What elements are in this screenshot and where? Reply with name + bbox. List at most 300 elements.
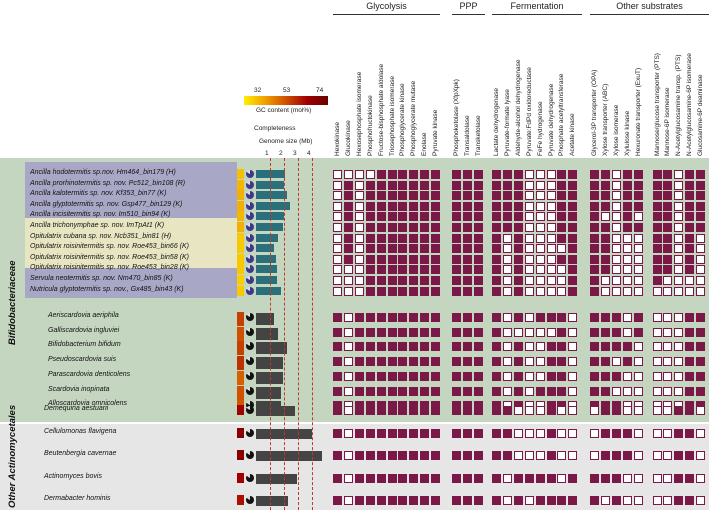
presence-cell — [536, 287, 545, 296]
presence-cell — [653, 342, 662, 351]
presence-cell — [547, 313, 556, 322]
taxon-label: Parascardovia denticolens — [48, 370, 131, 378]
completeness-icon — [246, 223, 254, 231]
enzyme-label: Glucosamine-6P deaminase — [697, 74, 705, 156]
genome-size-bar — [256, 234, 278, 242]
presence-cell — [355, 223, 364, 232]
presence-cell — [674, 234, 683, 243]
presence-cell — [674, 181, 683, 190]
presence-cell — [492, 202, 501, 211]
presence-cell — [388, 276, 397, 285]
presence-cell — [663, 181, 672, 190]
presence-cell — [344, 212, 353, 221]
presence-cell — [547, 287, 556, 296]
presence-cell — [623, 191, 632, 200]
presence-cell — [612, 212, 621, 221]
presence-cell — [557, 451, 566, 460]
presence-cell — [409, 328, 418, 337]
presence-cell — [398, 212, 407, 221]
presence-cell — [674, 276, 683, 285]
presence-cell — [547, 328, 556, 337]
presence-cell — [344, 170, 353, 179]
presence-cell — [366, 287, 375, 296]
enzyme-label: Phosphoketolase (XfpXpk) — [453, 79, 460, 156]
presence-cell — [634, 181, 643, 190]
presence-cell — [663, 223, 672, 232]
presence-cell — [663, 244, 672, 253]
presence-cell — [525, 328, 534, 337]
presence-cell — [503, 328, 512, 337]
presence-cell — [492, 212, 501, 221]
presence-cell — [663, 474, 672, 483]
presence-cell — [344, 202, 353, 211]
presence-cell — [409, 451, 418, 460]
presence-cell — [601, 429, 610, 438]
presence-cell — [547, 170, 556, 179]
presence-cell — [674, 265, 683, 274]
presence-cell — [685, 244, 694, 253]
completeness-icon — [246, 387, 254, 395]
presence-cell — [634, 276, 643, 285]
enzyme-label: Acetate kinase — [569, 113, 577, 156]
presence-cell — [398, 342, 407, 351]
presence-cell — [420, 170, 429, 179]
presence-cell — [612, 265, 621, 274]
presence-cell — [674, 342, 683, 351]
presence-cell — [344, 223, 353, 232]
presence-cell — [514, 265, 523, 274]
presence-cell — [696, 255, 705, 264]
presence-cell — [601, 244, 610, 253]
presence-cell — [653, 451, 662, 460]
presence-cell — [674, 202, 683, 211]
presence-cell — [452, 244, 461, 253]
presence-cell — [653, 372, 662, 381]
presence-cell — [590, 357, 599, 366]
presence-cell — [503, 191, 512, 200]
presence-cell — [685, 429, 694, 438]
presence-cell — [463, 451, 472, 460]
presence-cell — [685, 357, 694, 366]
presence-cell — [333, 202, 342, 211]
presence-cell — [590, 265, 599, 274]
presence-cell — [685, 276, 694, 285]
gc-swatch — [237, 190, 244, 200]
presence-cell — [696, 170, 705, 179]
presence-cell — [420, 474, 429, 483]
presence-cell — [557, 328, 566, 337]
presence-cell — [590, 451, 599, 460]
presence-cell — [398, 406, 407, 415]
presence-cell — [547, 357, 556, 366]
presence-cell — [590, 170, 599, 179]
presence-cell — [557, 212, 566, 221]
presence-cell — [398, 234, 407, 243]
genome-size-bar — [256, 342, 287, 354]
presence-cell — [612, 202, 621, 211]
presence-cell — [366, 181, 375, 190]
presence-cell — [431, 372, 440, 381]
presence-cell — [696, 202, 705, 211]
presence-cell — [431, 429, 440, 438]
presence-cell — [557, 234, 566, 243]
presence-cell — [333, 191, 342, 200]
presence-cell — [366, 357, 375, 366]
presence-cell — [601, 223, 610, 232]
presence-cell — [557, 244, 566, 253]
presence-cell — [557, 223, 566, 232]
presence-cell — [409, 429, 418, 438]
presence-cell — [398, 474, 407, 483]
presence-cell — [623, 265, 632, 274]
presence-cell — [503, 212, 512, 221]
presence-cell — [590, 234, 599, 243]
presence-cell — [355, 342, 364, 351]
presence-cell — [377, 244, 386, 253]
presence-cell — [492, 474, 501, 483]
presence-cell — [420, 181, 429, 190]
presence-cell — [634, 451, 643, 460]
completeness-icon — [246, 451, 254, 459]
presence-cell — [653, 244, 662, 253]
presence-cell — [525, 429, 534, 438]
presence-cell — [653, 357, 662, 366]
presence-cell — [568, 234, 577, 243]
presence-cell — [685, 191, 694, 200]
presence-cell — [612, 244, 621, 253]
presence-cell — [653, 255, 662, 264]
presence-cell — [634, 223, 643, 232]
enzyme-label: Phosphofructokinase — [366, 95, 374, 156]
presence-cell — [366, 406, 375, 415]
gc-swatch — [237, 327, 244, 341]
gc-swatch — [237, 286, 244, 296]
presence-cell — [568, 474, 577, 483]
presence-cell — [452, 451, 461, 460]
presence-cell — [388, 255, 397, 264]
presence-cell — [355, 313, 364, 322]
presence-cell — [536, 387, 545, 396]
presence-cell — [463, 406, 472, 415]
presence-cell — [377, 357, 386, 366]
presence-cell — [409, 372, 418, 381]
presence-cell — [388, 328, 397, 337]
enzyme-label: Hexokinase — [334, 122, 341, 156]
presence-cell — [514, 255, 523, 264]
presence-cell — [333, 474, 342, 483]
gc-swatch — [237, 254, 244, 264]
taxon-label: Ancilla prorhinotermitis sp. nov. Pc512_bin108 (R) — [30, 179, 186, 187]
presence-cell — [696, 191, 705, 200]
presence-cell — [344, 474, 353, 483]
presence-cell — [409, 234, 418, 243]
presence-cell — [568, 202, 577, 211]
presence-cell — [366, 276, 375, 285]
presence-cell — [590, 181, 599, 190]
enzyme-label: Mannose-6P isomerase — [664, 87, 672, 156]
presence-cell — [674, 223, 683, 232]
presence-cell — [590, 287, 599, 296]
presence-cell — [420, 387, 429, 396]
gc-swatch — [237, 386, 244, 400]
presence-cell — [634, 265, 643, 274]
presence-cell — [557, 496, 566, 505]
presence-cell — [409, 313, 418, 322]
presence-cell — [590, 202, 599, 211]
presence-cell — [634, 496, 643, 505]
presence-cell — [663, 234, 672, 243]
presence-cell — [514, 212, 523, 221]
presence-cell — [366, 265, 375, 274]
presence-cell — [696, 212, 705, 221]
presence-cell — [590, 244, 599, 253]
presence-cell — [557, 342, 566, 351]
presence-cell — [420, 234, 429, 243]
presence-cell — [557, 265, 566, 274]
enzyme-label: Glycerol-3P transporter (OPA) — [591, 69, 598, 156]
presence-cell — [503, 387, 512, 396]
presence-cell — [612, 191, 621, 200]
taxon-label: Alloscardovia omnicolens — [48, 400, 127, 408]
presence-cell — [333, 328, 342, 337]
gc-swatch — [237, 169, 244, 179]
enzyme-label: Triosephosphate isomerase — [388, 76, 396, 156]
enzyme-label: Phosphate acetyltransferase — [558, 73, 566, 156]
enzyme-label: Mannose/glucose transporter (PTS) — [653, 53, 661, 156]
presence-cell — [474, 170, 483, 179]
presence-cell — [377, 265, 386, 274]
presence-cell — [634, 372, 643, 381]
presence-cell — [612, 287, 621, 296]
presence-cell — [623, 202, 632, 211]
presence-cell — [568, 451, 577, 460]
presence-cell — [366, 255, 375, 264]
presence-cell — [503, 265, 512, 274]
presence-cell — [634, 170, 643, 179]
presence-cell — [663, 276, 672, 285]
presence-cell — [366, 234, 375, 243]
presence-cell — [547, 212, 556, 221]
presence-cell — [525, 212, 534, 221]
presence-cell — [623, 372, 632, 381]
presence-cell — [601, 342, 610, 351]
presence-cell — [474, 234, 483, 243]
presence-cell — [514, 328, 523, 337]
presence-cell — [601, 313, 610, 322]
gc-swatch — [237, 233, 244, 243]
presence-cell — [623, 181, 632, 190]
presence-cell — [377, 191, 386, 200]
presence-cell — [623, 474, 632, 483]
presence-cell — [492, 313, 501, 322]
presence-cell — [663, 191, 672, 200]
presence-cell — [536, 265, 545, 274]
presence-cell — [474, 429, 483, 438]
completeness-icon — [246, 372, 254, 380]
presence-cell — [431, 244, 440, 253]
presence-cell — [366, 202, 375, 211]
presence-cell — [431, 406, 440, 415]
presence-cell — [674, 496, 683, 505]
presence-cell — [590, 313, 599, 322]
presence-cell — [388, 451, 397, 460]
taxon-label: Opitulatrix roisinitermitis sp. nov. Roe453_bin66 (K) — [30, 243, 189, 251]
presence-cell — [663, 372, 672, 381]
presence-cell — [547, 342, 556, 351]
presence-cell — [474, 357, 483, 366]
presence-cell — [366, 474, 375, 483]
presence-cell — [612, 474, 621, 483]
presence-cell — [634, 429, 643, 438]
presence-cell — [547, 474, 556, 483]
presence-cell — [623, 287, 632, 296]
presence-cell — [474, 244, 483, 253]
side-label-actino: Other Actinomycetales — [7, 404, 18, 508]
presence-cell — [514, 342, 523, 351]
completeness-icon — [246, 313, 254, 321]
group-rule-1 — [452, 14, 485, 15]
presence-cell — [674, 357, 683, 366]
presence-cell — [431, 212, 440, 221]
presence-cell — [601, 265, 610, 274]
presence-cell — [344, 234, 353, 243]
gc-swatch — [237, 312, 244, 326]
presence-cell — [344, 244, 353, 253]
presence-cell — [601, 212, 610, 221]
presence-cell — [420, 357, 429, 366]
gc-scale-title: GC content (mol%) — [256, 107, 312, 114]
presence-cell — [536, 313, 545, 322]
presence-cell — [388, 170, 397, 179]
gc-swatch — [237, 428, 244, 438]
presence-cell — [653, 234, 662, 243]
presence-cell — [590, 255, 599, 264]
presence-cell — [355, 406, 364, 415]
presence-cell — [601, 191, 610, 200]
presence-cell — [377, 429, 386, 438]
presence-cell — [612, 387, 621, 396]
presence-cell — [634, 255, 643, 264]
presence-cell — [514, 451, 523, 460]
presence-cell — [431, 202, 440, 211]
presence-cell — [612, 357, 621, 366]
presence-cell — [674, 429, 683, 438]
presence-cell — [674, 191, 683, 200]
presence-cell — [355, 244, 364, 253]
presence-cell — [634, 287, 643, 296]
presence-cell — [612, 342, 621, 351]
presence-cell — [547, 202, 556, 211]
presence-cell — [514, 276, 523, 285]
presence-cell — [590, 387, 599, 396]
presence-cell — [409, 496, 418, 505]
presence-cell — [492, 287, 501, 296]
presence-cell — [377, 387, 386, 396]
presence-cell — [514, 234, 523, 243]
completeness-icon — [246, 202, 254, 210]
presence-cell — [547, 451, 556, 460]
presence-cell — [525, 170, 534, 179]
presence-cell — [344, 406, 353, 415]
presence-cell — [492, 387, 501, 396]
presence-cell — [634, 357, 643, 366]
presence-cell — [536, 223, 545, 232]
presence-cell — [623, 255, 632, 264]
presence-cell — [568, 191, 577, 200]
presence-cell — [463, 223, 472, 232]
presence-cell — [536, 342, 545, 351]
gc-color-bar — [244, 96, 328, 105]
genome-gridline — [270, 158, 271, 510]
presence-cell — [536, 372, 545, 381]
presence-cell — [366, 170, 375, 179]
presence-cell — [525, 191, 534, 200]
presence-cell — [344, 429, 353, 438]
gc-swatch — [237, 243, 244, 253]
presence-cell — [355, 357, 364, 366]
presence-cell — [366, 451, 375, 460]
presence-cell — [474, 181, 483, 190]
genome-gridline — [284, 158, 285, 510]
presence-cell — [355, 202, 364, 211]
presence-cell — [344, 357, 353, 366]
presence-cell — [557, 313, 566, 322]
presence-cell — [536, 234, 545, 243]
presence-cell — [623, 451, 632, 460]
presence-cell — [474, 328, 483, 337]
gc-tick-low: 32 — [254, 87, 262, 94]
presence-cell — [474, 202, 483, 211]
presence-cell — [547, 276, 556, 285]
genome-tick-2: 2 — [279, 150, 283, 157]
presence-cell — [514, 181, 523, 190]
presence-cell — [344, 276, 353, 285]
presence-cell — [398, 170, 407, 179]
presence-cell — [663, 170, 672, 179]
presence-cell — [685, 181, 694, 190]
presence-cell — [366, 496, 375, 505]
presence-cell — [634, 191, 643, 200]
presence-cell — [463, 212, 472, 221]
side-label-bifido: Bifidobacteriaceae — [7, 260, 18, 345]
presence-cell — [696, 265, 705, 274]
enzyme-label: Xylose isomerase — [612, 104, 620, 156]
enzyme-label: Hexosephosphate isomerase — [355, 71, 363, 156]
presence-cell — [492, 181, 501, 190]
presence-cell — [536, 406, 545, 415]
presence-cell — [431, 496, 440, 505]
presence-cell — [409, 244, 418, 253]
enzyme-label: Pyruvate:FdPd oxidoreductase — [525, 67, 533, 156]
presence-cell — [388, 387, 397, 396]
presence-cell — [420, 451, 429, 460]
presence-cell — [568, 255, 577, 264]
presence-cell — [474, 255, 483, 264]
presence-cell — [366, 212, 375, 221]
presence-cell — [601, 496, 610, 505]
presence-cell — [663, 342, 672, 351]
presence-cell — [377, 287, 386, 296]
presence-cell — [601, 387, 610, 396]
presence-cell — [536, 276, 545, 285]
presence-cell — [663, 406, 672, 415]
presence-cell — [355, 328, 364, 337]
taxon-label: Opitulatrix cubana sp. nov. Ncb351_bin81 (H) — [30, 232, 172, 240]
presence-cell — [452, 234, 461, 243]
presence-cell — [398, 202, 407, 211]
presence-cell — [398, 191, 407, 200]
gc-swatch — [237, 473, 244, 483]
